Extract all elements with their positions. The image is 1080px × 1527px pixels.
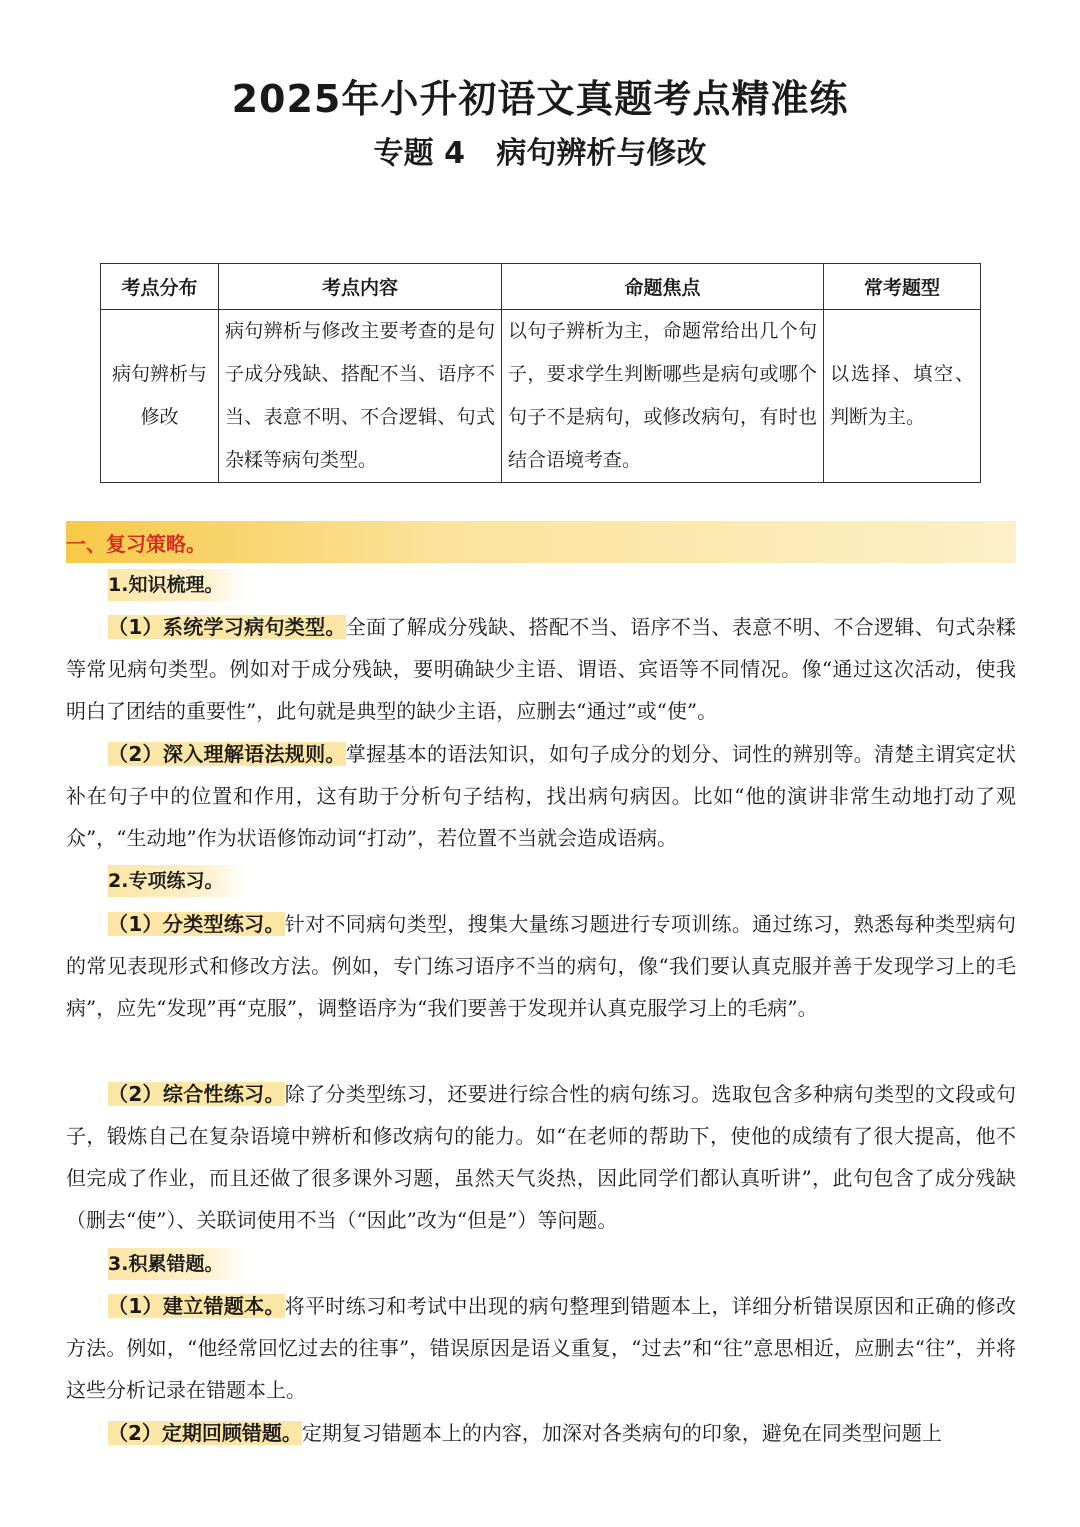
table-cell-focus: 以句子辨析为主，命题常给出几个句子，要求学生判断哪些是病句或哪个句子不是病句，或修改病句，有时也结合语境考查。 xyxy=(502,310,824,483)
paragraph xyxy=(66,1285,1016,1411)
table-header-cell: 命题焦点 xyxy=(502,264,824,310)
table-header-cell: 考点分布 xyxy=(101,264,219,310)
table-row xyxy=(101,310,981,483)
paragraph xyxy=(66,733,1016,859)
page-subtitle: 专题 4 病句辨析与修改 xyxy=(373,136,707,171)
subsection-heading: 2.专项练习。 xyxy=(108,865,247,897)
paragraph-lead: （1）分类型练习。 xyxy=(108,912,285,936)
paragraph xyxy=(66,903,1016,1029)
paragraph xyxy=(66,606,1016,732)
subsection-heading: 3.积累错题。 xyxy=(108,1248,247,1280)
paragraph xyxy=(66,1073,1016,1241)
overview-table xyxy=(100,263,981,483)
paragraph-lead: （1）系统学习病句类型。 xyxy=(108,615,346,639)
section-heading: 一、复习策略。 xyxy=(66,532,206,556)
paragraph-lead: （2）综合性练习。 xyxy=(108,1082,285,1106)
table-header-row xyxy=(101,264,981,310)
paragraph-text: 将平时练习和考试中出现的病句整理到错题本上，详细分析错误原因和正确的修改方法。例如，“他经常回忆过去的往事”，错误原因是语义重复，“过去”和“往”意思相近，应删去“往”，并将这些分析记录在错题本上。 xyxy=(66,1294,1016,1402)
paragraph xyxy=(66,1412,1016,1454)
table-cell-content: 病句辨析与修改主要考查的是句子成分残缺、搭配不当、语序不当、表意不明、不合逻辑、句式杂糅等病句类型。 xyxy=(219,310,502,483)
paragraph-lead: （2）定期回顾错题。 xyxy=(108,1421,302,1445)
subsection-heading: 1.知识梳理。 xyxy=(108,569,247,601)
page-title: 2025年小升初语文真题考点精准练 xyxy=(231,77,849,121)
section-banner xyxy=(66,521,1016,563)
paragraph-text: 掌握基本的语法知识，如句子成分的划分、词性的辨别等。清楚主谓宾定状补在句子中的位置和作用，这有助于分析句子结构，找出病句病因。比如“他的演讲非常生动地打动了观众”，“生动地”作为状语修饰动词“打动”，若位置不当就会造成语病。 xyxy=(66,742,1017,850)
table-cell-types: 以选择、填空、判断为主。 xyxy=(824,310,981,483)
paragraph-lead: （2）深入理解语法规则。 xyxy=(108,742,346,766)
paragraph-lead: （1）建立错题本。 xyxy=(108,1294,285,1318)
paragraph-text: 除了分类型练习，还要进行综合性的病句练习。选取包含多种病句类型的文段或句子，锻炼自己在复杂语境中辨析和修改病句的能力。如“在老师的帮助下，使他的成绩有了很大提高，他不但完成了作业，而且还做了很多课外习题，虽然天气炎热，因此同学们都认真听讲”，此句包含了成分残缺（删去“使”）、关联词使用不当（“因此”改为“但是”）等问题。 xyxy=(66,1082,1016,1232)
table-cell-topic: 病句辨析与修改 xyxy=(101,310,219,483)
paragraph-text: 全面了解成分残缺、搭配不当、语序不当、表意不明、不合逻辑、句式杂糅等常见病句类型。例如对于成分残缺，要明确缺少主语、谓语、宾语等不同情况。像“通过这次活动，使我明白了团结的重要性”，此句就是典型的缺少主语，应删去“通过”或“使”。 xyxy=(66,615,1017,723)
table-header-cell: 常考题型 xyxy=(824,264,981,310)
paragraph-text: 定期复习错题本上的内容，加深对各类病句的印象，避免在同类型问题上 xyxy=(301,1421,942,1445)
paragraph-text: 针对不同病句类型，搜集大量练习题进行专项训练。通过练习，熟悉每种类型病句的常见表现形式和修改方法。例如，专门练习语序不当的病句，像“我们要认真克服并善于发现学习上的毛病”，应先“发现”再“克服”，调整语序为“我们要善于发现并认真克服学习上的毛病”。 xyxy=(66,912,1016,1020)
table-header-cell: 考点内容 xyxy=(219,264,502,310)
